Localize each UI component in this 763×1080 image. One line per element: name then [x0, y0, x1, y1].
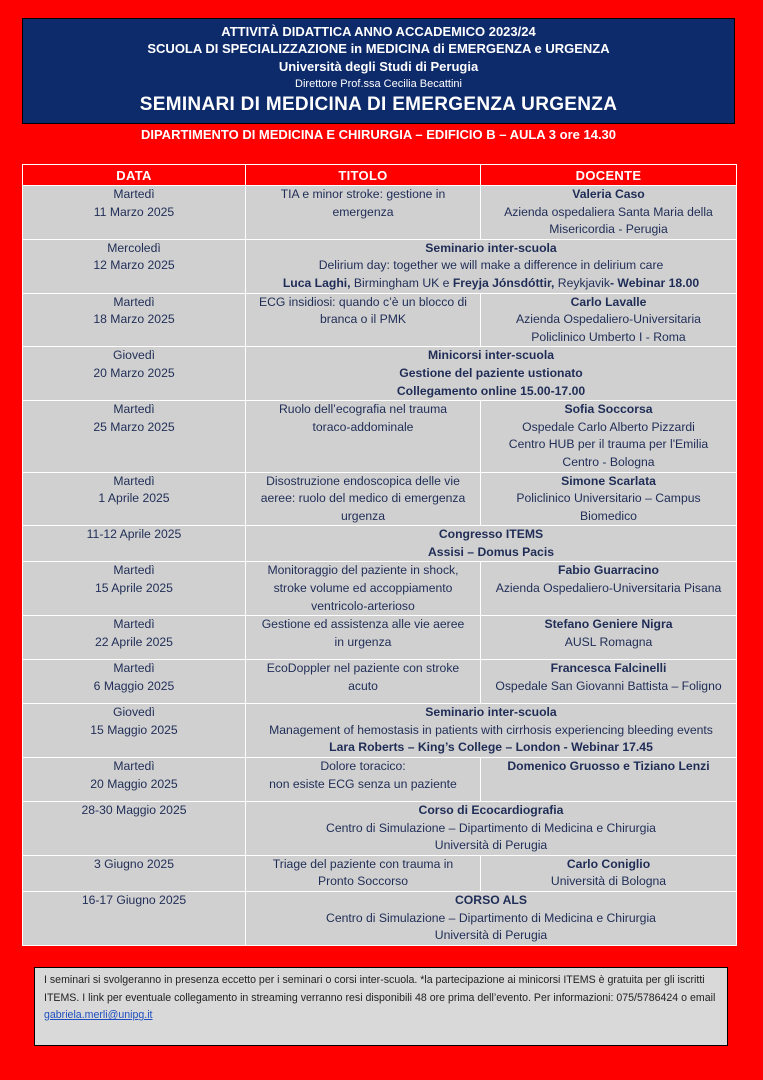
- teacher-cell: [481, 401, 737, 472]
- page-title: SEMINARI DI MEDICINA DI EMERGENZA URGENZA: [139, 94, 618, 115]
- teacher-name: Valeria Caso: [572, 187, 645, 201]
- date-cell: [23, 758, 246, 802]
- date: 25 Marzo 2025: [93, 419, 175, 434]
- teacher-name: Carlo Coniglio: [566, 856, 651, 871]
- location-subtitle: DIPARTIMENTO DI MEDICINA E CHIRURGIA – EDIFICIO B – AULA 3 ore 14.30: [140, 127, 617, 142]
- table-row: [23, 401, 737, 472]
- teacher-cell: [481, 472, 737, 526]
- table-row: [23, 347, 737, 401]
- weekday: Martedì: [113, 563, 155, 578]
- date: 6 Maggio 2025: [93, 678, 175, 693]
- teacher-affiliation: Università di Bologna: [550, 874, 667, 889]
- header-banner: [22, 18, 735, 124]
- info-footer: [34, 967, 728, 1046]
- footer-text: I seminari si svolgeranno in presenza eccetto per i seminari o corsi inter-scuola. *la partecipazione ai minicorsi ITEMS è gratuita per gli iscritti ITEMS. I link per eventuale collegamento in streaming verranno resi disponibili 48 ore prima dell’evento. Per informazioni: 075/5786424 o email: [44, 974, 716, 1004]
- event-type: Seminario inter-scuola: [425, 240, 557, 255]
- title-cell: [246, 562, 481, 616]
- teacher-affiliation: Biomedico: [580, 508, 637, 523]
- teacher-affiliation: Misericordia - Perugia: [549, 222, 668, 237]
- speaker-place: Birmingham UK e: [350, 275, 453, 290]
- column-header-title: TITOLO: [246, 165, 481, 186]
- weekday: Martedì: [113, 187, 155, 201]
- teacher-affiliation: Centro - Bologna: [562, 454, 655, 469]
- table-row: [23, 758, 737, 802]
- date-cell: [23, 347, 246, 401]
- title-line: TIA e minor stroke: gestione in: [280, 187, 446, 201]
- title-line: branca o il PMK: [319, 312, 407, 327]
- event-type: Corso di Ecocardiografia: [418, 803, 564, 818]
- date-cell: [23, 704, 246, 758]
- table-row: [23, 892, 737, 946]
- weekday: Martedì: [113, 402, 155, 417]
- table-row: [23, 802, 737, 856]
- title-line: aeree: ruolo del medico di emergenza: [260, 491, 466, 506]
- event-location: Università di Perugia: [434, 928, 548, 943]
- title-line: in urgenza: [334, 634, 392, 649]
- title-line: stroke volume ed accoppiamento: [273, 581, 453, 596]
- event-speakers: [250, 275, 732, 293]
- title-line: urgenza: [340, 508, 386, 523]
- date: 12 Marzo 2025: [93, 258, 175, 273]
- title-line: emergenza: [332, 204, 394, 219]
- email-link[interactable]: gabriela.merli@unipg.it: [44, 1009, 153, 1021]
- teacher-affiliation: Azienda ospedaliera Santa Maria della: [504, 204, 713, 219]
- weekday: Martedì: [113, 759, 155, 774]
- speaker-name: Freyja Jónsdóttir,: [452, 275, 555, 290]
- teacher-cell: [481, 855, 737, 891]
- date-cell: [23, 660, 246, 704]
- date-cell: [23, 186, 246, 240]
- title-line: Monitoraggio del paziente in shock,: [267, 563, 459, 578]
- teacher-affiliation: Centro HUB per il trauma per l'Emilia: [508, 437, 709, 452]
- title-cell: [246, 293, 481, 347]
- table-row: [23, 293, 737, 347]
- date: 16-17 Giugno 2025: [81, 893, 187, 907]
- table-row: [23, 855, 737, 891]
- weekday: Martedì: [113, 294, 155, 309]
- table-row: [23, 616, 737, 660]
- teacher-cell: [481, 562, 737, 616]
- event-location: Università di Perugia: [434, 838, 548, 853]
- table-row: [23, 562, 737, 616]
- event-title: Management of hemostasis in patients with cirrhosis experiencing bleeding events: [269, 722, 713, 737]
- date: 11 Marzo 2025: [93, 204, 175, 219]
- title-line: Ruolo dell’ecografia nel trauma: [278, 402, 447, 417]
- event-cell: [246, 239, 737, 293]
- title-cell: [246, 616, 481, 660]
- event-details: Collegamento online 15.00-17.00: [396, 383, 586, 398]
- webinar-time: - Webinar 18.00: [609, 275, 700, 290]
- university-heading: Università degli Studi di Perugia: [278, 59, 479, 74]
- column-header-teacher: DOCENTE: [481, 165, 737, 186]
- date-cell: [23, 239, 246, 293]
- date: 20 Maggio 2025: [90, 776, 178, 791]
- title-line: ventricolo-arterioso: [311, 598, 415, 613]
- title-line: non esiste ECG senza un paziente: [269, 776, 457, 791]
- title-line: Triage del paziente con trauma in: [272, 856, 454, 871]
- teacher-cell: [481, 758, 737, 802]
- event-location: Centro di Simulazione – Dipartimento di Medicina e Chirurgia: [326, 910, 656, 925]
- academic-year-heading: ATTIVITÀ DIDATTICA ANNO ACCADEMICO 2023/24: [221, 24, 536, 39]
- title-cell: [246, 401, 481, 472]
- teacher-cell: [481, 616, 737, 660]
- event-location: Assisi – Domus Pacis: [428, 544, 554, 559]
- event-type: CORSO ALS: [455, 893, 527, 907]
- date-cell: [23, 472, 246, 526]
- title-cell: [246, 855, 481, 891]
- weekday: Giovedì: [112, 348, 155, 363]
- teacher-name: Domenico Gruosso e Tiziano Lenzi: [507, 759, 710, 774]
- table-row: [23, 704, 737, 758]
- teacher-affiliation: Azienda Ospedaliero-Universitaria: [516, 312, 701, 327]
- event-title: Gestione del paziente ustionato: [399, 365, 583, 380]
- event-cell: [246, 802, 737, 856]
- date: 18 Marzo 2025: [93, 312, 175, 327]
- teacher-affiliation: Ospedale San Giovanni Battista – Foligno: [495, 678, 722, 693]
- date-cell: [23, 892, 246, 946]
- table-row: [23, 472, 737, 526]
- teacher-cell: [481, 293, 737, 347]
- speaker-place: Reykjavik: [554, 275, 610, 290]
- event-cell: [246, 526, 737, 562]
- column-header-date: DATA: [23, 165, 246, 186]
- date: 28-30 Maggio 2025: [81, 803, 187, 818]
- event-cell: [246, 892, 737, 946]
- date: 20 Marzo 2025: [93, 365, 175, 380]
- weekday: Martedì: [113, 617, 155, 632]
- teacher-name: Francesca Falcinelli: [550, 661, 667, 676]
- teacher-affiliation: AUSL Romagna: [564, 634, 653, 649]
- table-row: [23, 660, 737, 704]
- school-heading: SCUOLA DI SPECIALIZZAZIONE in MEDICINA di EMERGENZA e URGENZA: [147, 41, 610, 56]
- teacher-affiliation: Policlinico Umberto I - Roma: [531, 329, 686, 344]
- title-cell: [246, 186, 481, 240]
- teacher-name: Fabio Guarracino: [558, 563, 659, 578]
- event-cell: [246, 704, 737, 758]
- table-header-row: [23, 165, 737, 186]
- speaker-name: Luca Laghi,: [282, 275, 351, 290]
- date-cell: [23, 401, 246, 472]
- teacher-cell: [481, 186, 737, 240]
- title-line: toraco-addominale: [312, 419, 414, 434]
- teacher-cell: [481, 660, 737, 704]
- date: 15 Aprile 2025: [95, 581, 173, 596]
- date: 15 Maggio 2025: [90, 722, 178, 737]
- date: 3 Giugno 2025: [94, 856, 174, 871]
- date: 1 Aprile 2025: [98, 491, 170, 506]
- date-cell: [23, 616, 246, 660]
- title-line: Gestione ed assistenza alle vie aeree: [261, 617, 465, 632]
- weekday: Mercoledì: [107, 240, 161, 255]
- title-line: EcoDoppler nel paziente con stroke: [266, 661, 460, 676]
- teacher-affiliation: Ospedale Carlo Alberto Pizzardi: [522, 419, 695, 434]
- table-row: [23, 239, 737, 293]
- title-cell: [246, 472, 481, 526]
- date-cell: [23, 526, 246, 562]
- title-line: Pronto Soccorso: [317, 874, 409, 889]
- schedule-table: [22, 164, 737, 946]
- table-row: [23, 526, 737, 562]
- title-line: acuto: [348, 678, 378, 693]
- teacher-name: Stefano Geniere Nigra: [544, 617, 673, 632]
- teacher-name: Simone Scarlata: [561, 473, 656, 488]
- date-cell: [23, 855, 246, 891]
- event-cell: [246, 347, 737, 401]
- date: 11-12 Aprile 2025: [86, 527, 182, 542]
- date-cell: [23, 293, 246, 347]
- table-row: [23, 186, 737, 240]
- weekday: Martedì: [113, 661, 155, 676]
- teacher-name: Sofia Soccorsa: [564, 402, 653, 417]
- title-line: ECG insidiosi: quando c’è un blocco di: [259, 294, 467, 309]
- title-cell: [246, 758, 481, 802]
- event-type: Congresso ITEMS: [438, 527, 544, 542]
- date-cell: [23, 802, 246, 856]
- weekday: Martedì: [113, 473, 155, 488]
- event-speakers: Lara Roberts – King’s College – London - Webinar 17.45: [329, 740, 653, 755]
- teacher-name: Carlo Lavalle: [570, 294, 647, 309]
- teacher-affiliation: Policlinico Universitario – Campus: [516, 491, 701, 506]
- event-type: Minicorsi inter-scuola: [428, 348, 554, 363]
- title-line: Disostruzione endoscopica delle vie: [266, 473, 460, 488]
- teacher-affiliation: Azienda Ospedaliero-Universitaria Pisana: [495, 581, 722, 596]
- date-cell: [23, 562, 246, 616]
- director-line: Direttore Prof.ssa Cecilia Becattini: [295, 78, 462, 90]
- event-type: Seminario inter-scuola: [425, 705, 557, 720]
- title-cell: [246, 660, 481, 704]
- date: 22 Aprile 2025: [95, 634, 173, 649]
- weekday: Giovedì: [112, 705, 155, 720]
- event-location: Centro di Simulazione – Dipartimento di Medicina e Chirurgia: [326, 820, 656, 835]
- title-line: Dolore toracico:: [320, 759, 406, 774]
- event-title: Delirium day: together we will make a difference in delirium care: [318, 258, 664, 273]
